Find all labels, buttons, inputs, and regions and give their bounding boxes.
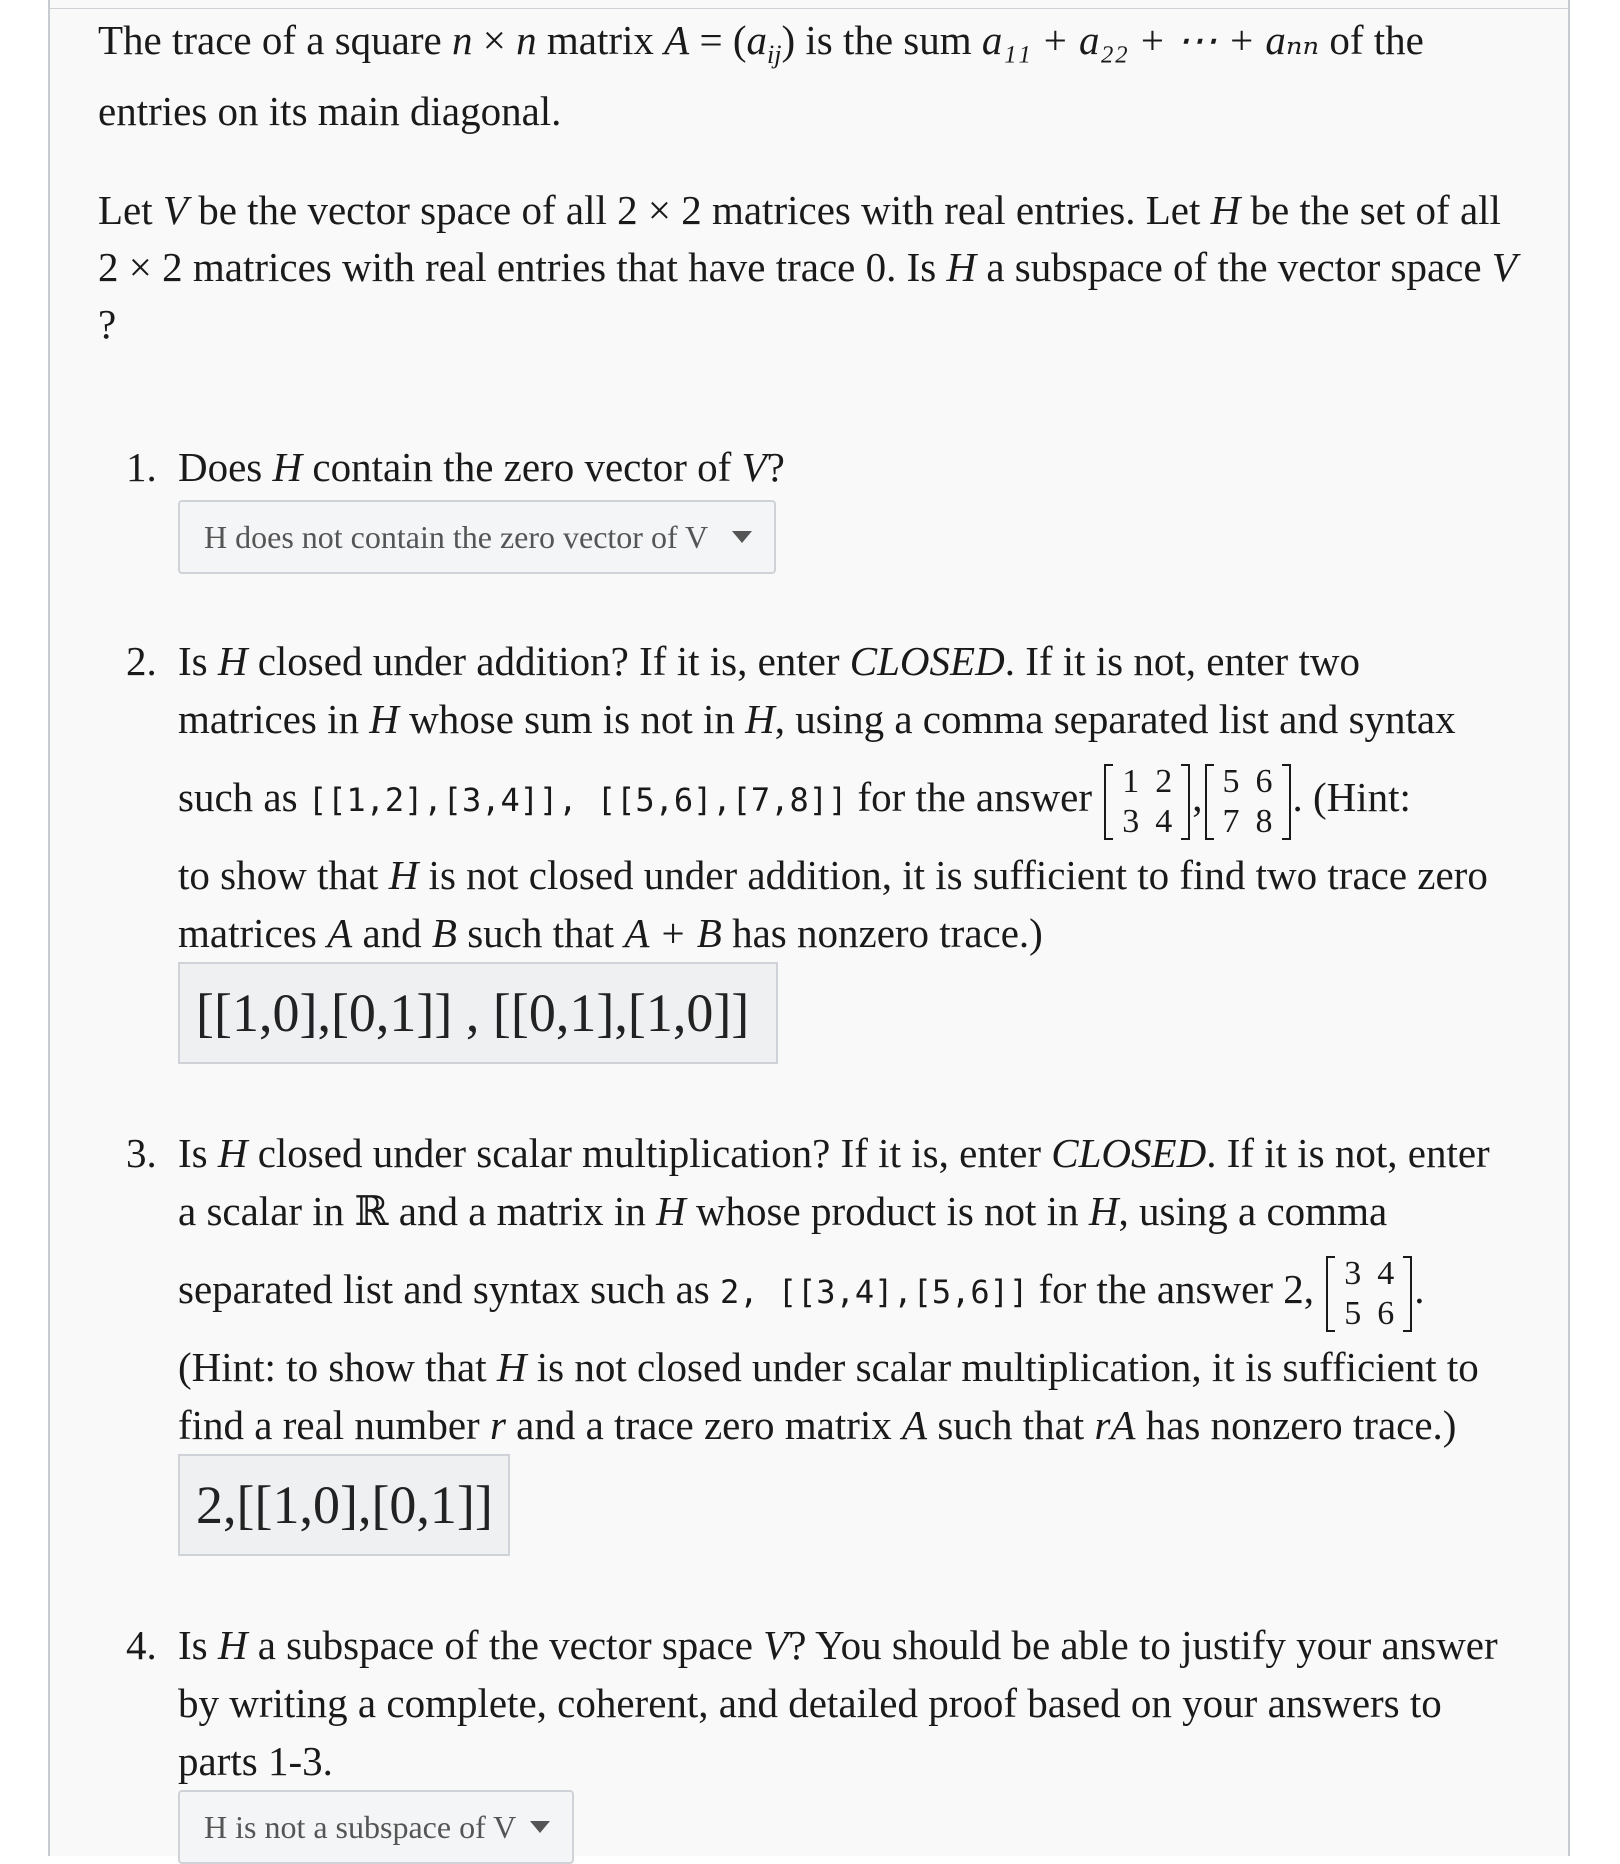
q2-answer-input[interactable] [178,962,778,1064]
problem-statement: Let V be the vector space of all 2 × 2 matrices with real entries. Let H be the set of all 2 × 2 matrices with real entries that have trace 0. Is H a subspace of the vector space V ? [98,187,1517,347]
q4-answer-select[interactable] [178,1790,574,1864]
q1-answer-select[interactable] [178,500,776,574]
q2-answer-value: [[1,0],[0,1]] , [[0,1],[1,0]] [196,983,750,1043]
chevron-down-icon [530,1821,550,1833]
q3-answer-input[interactable] [178,1454,510,1556]
q4-selected-value: H is not a subspace of V [204,1808,517,1845]
q1-selected-value: H does not contain the zero vector of V [204,518,709,555]
question-3: 3. Is H closed under scalar multiplication? If it is, enter CLOSED. If it is not, enter a scalar in ℝ and a matrix in H whose product is not in H, using a comma separated list and syntax such as 2, [[3,4],[5,6]] for the answer 2, 3 4 5 6 . (Hint: to show that H is not closed under scalar multiplication, it is sufficient to find a real number r and a trace zero matrix A such that rA has nonzero trace.) [126,1130,1490,1448]
example-matrix-3: 3 4 5 6 [1326,1254,1412,1334]
example-matrix-2: 5 6 7 8 [1205,762,1291,842]
intro-text [98,12,1528,140]
question-1: 1. Does H contain the zero vector of V? [126,444,785,490]
q3-answer-value: 2,[[1,0],[0,1]] [196,1475,493,1535]
question-2: 2. Is H closed under addition? If it is, enter CLOSED. If it is not, enter two matrices in H whose sum is not in H, using a comma separated list and syntax such as [[1,2],[3,4]], [[5,6],[7,8]] for the answer 1 2 3 4 , 5 6 7 8 . (Hint: to show that H is not closed under addition, it is sufficient to find two trace zero matrices A and B such that A + B has nonzero trace.) [126,638,1488,956]
question-4: 4. Is H a subspace of the vector space V? You should be able to justify your answer by writing a complete, coherent, and detailed proof based on your answers to parts 1-3. [126,1622,1498,1784]
intro-line-1: The trace of a square n × n matrix $A = (a_{ij})$ is the sum a₁₁ + a₂₂ + ⋯ + aₙₙ of the [98,17,1424,70]
panel-divider [50,8,1568,9]
chevron-down-icon [732,531,752,543]
example-matrix-1: 1 2 3 4 [1104,762,1190,842]
intro-line-2: entries on its main diagonal. [98,88,562,135]
